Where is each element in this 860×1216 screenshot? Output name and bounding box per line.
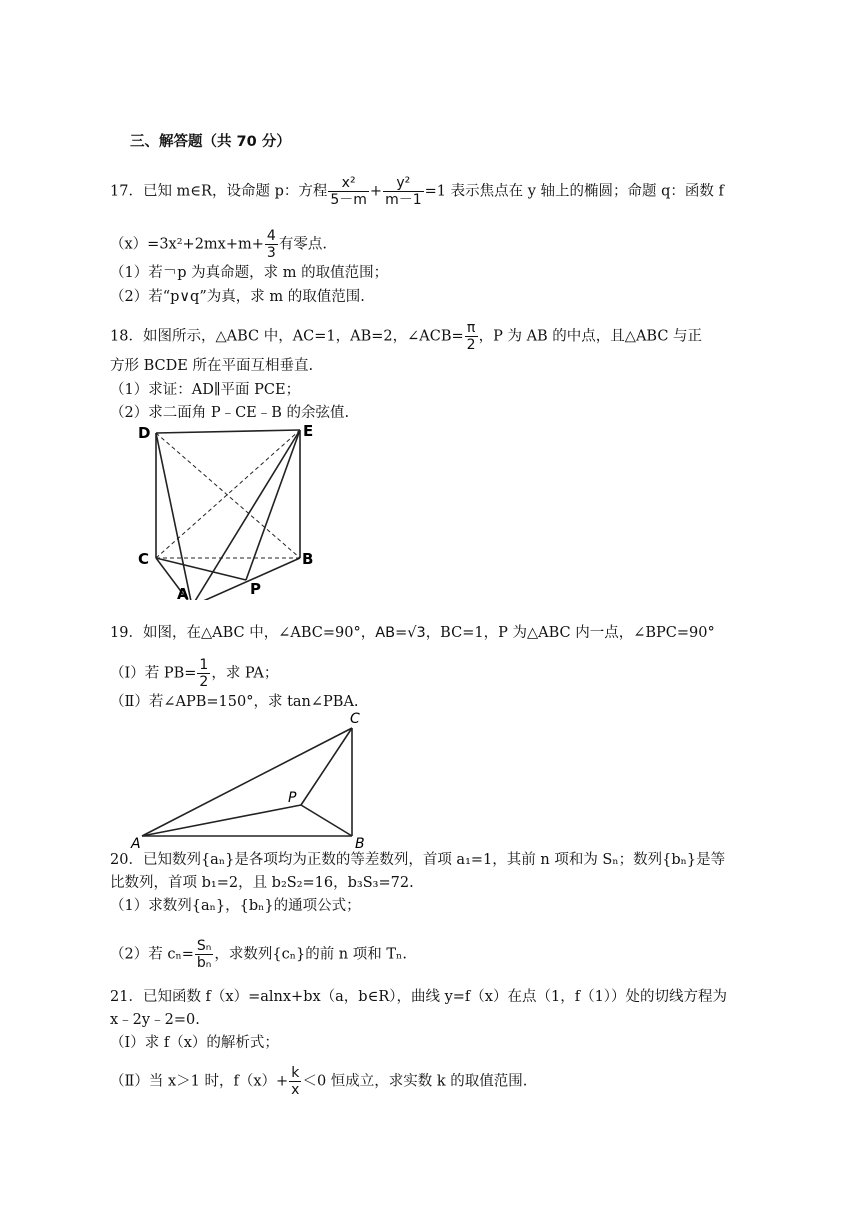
q17-sub1: （1）若￢p 为真命题，求 m 的取值范围； (110, 265, 389, 281)
q19-sub2: （Ⅱ）若∠APB=150°，求 tan∠PBA. (110, 694, 359, 710)
fig18-label-D: D (138, 424, 151, 442)
q18-frac-pi: $\frac{\pi}{2}$ (466, 320, 476, 353)
q21-s2-a: （Ⅱ）当 x＞1 时，f（x）+ (110, 1073, 289, 1090)
fig19-label-A: A (131, 836, 141, 850)
q19-text-b: ，BC=1，P 为△ABC 内一点，∠BPC=90° (425, 625, 715, 641)
q19-sub1 (110, 657, 278, 690)
q17-text-b: =1 表示焦点在 y 轴上的椭圆；命题 q：函数 f (424, 183, 724, 200)
fig18-label-P: P (250, 580, 261, 598)
q19-line1 (110, 623, 715, 643)
q17-fx: （x）=3x²+2mx+m+ (110, 236, 264, 253)
q17-line2 (110, 228, 327, 261)
q18-line1 (110, 320, 702, 353)
q17-frac-y: $\frac{\text{y²}}{m-1}$ (385, 175, 422, 208)
q20-sub2 (110, 938, 407, 971)
q20-s2-b: ，求数列{cₙ}的前 n 项和 Tₙ. (214, 946, 407, 963)
q20-line2: 比数列，首项 b₁=2，且 b₂S₂=16，b₃S₃=72. (110, 875, 414, 891)
q20-frac-cn: $\frac{\text{Sₙ}}{\text{bₙ}}$ (196, 938, 212, 971)
section-title: 三、解答题（共 70 分） (130, 134, 291, 150)
q21-frac-kx: $\frac{k}{x}$ (291, 1065, 300, 1098)
q20-sub1: （1）求数列{aₙ}，{bₙ}的通项公式； (110, 898, 361, 914)
q18-sub2: （2）求二面角 P﹣CE﹣B 的余弦值. (110, 405, 350, 421)
fig19-label-P: P (288, 790, 297, 806)
q20-s2-a: （2）若 cₙ= (110, 946, 194, 963)
q21-line2: x﹣2y﹣2=0. (110, 1012, 200, 1028)
q18-line2: 方形 BCDE 所在平面互相垂直. (110, 358, 314, 374)
q21-sub1: （Ⅰ）求 f（x）的解析式； (110, 1035, 279, 1051)
q19-s1-b: ，求 PA； (211, 665, 279, 682)
q17-text-a: 17．已知 m∈R，设命题 p：方程 (110, 183, 328, 200)
q17-plus: + (369, 183, 383, 200)
q19-text-a: 19．如图，在△ABC 中，∠ABC=90°， (110, 625, 376, 641)
q17-frac-43: $\frac{4}{3}$ (266, 228, 276, 261)
q19-ab: AB=√3 (375, 625, 426, 641)
q19-figure (128, 710, 378, 850)
q18-figure (130, 418, 330, 600)
q21-s2-b: ＜0 恒成立，求实数 k 的取值范围. (302, 1073, 528, 1090)
q19-frac-half: $\frac{1}{2}$ (199, 657, 209, 690)
fig19-label-B: B (355, 836, 365, 850)
q17-sub2: （2）若“p∨q”为真，求 m 的取值范围. (110, 289, 365, 305)
q21-line1: 21．已知函数 f（x）=alnx+bx（a，b∈R），曲线 y=f（x）在点（1，f（1））处的切线方程为 (110, 989, 728, 1005)
q18-text-a: 18．如图所示，△ABC 中，AC=1，AB=2，∠ACB= (110, 328, 464, 345)
fig18-label-C: C (138, 550, 150, 568)
q17-frac-x: $\frac{\text{x²}}{5-m}$ (330, 175, 367, 208)
fig19-label-C: C (350, 711, 360, 727)
fig18-label-A: A (177, 585, 189, 600)
fig18-label-B: B (302, 550, 314, 568)
q18-sub1: （1）求证：AD∥平面 PCE； (110, 382, 301, 398)
q20-line1: 20．已知数列{aₙ}是各项均为正数的等差数列，首项 a₁=1，其前 n 项和为 Sₙ；数列{bₙ}是等 (110, 852, 726, 868)
q17-line1 (110, 175, 724, 208)
fig18-label-E: E (303, 422, 314, 440)
q18-text-b: ，P 为 AB 的中点，且△ABC 与正 (478, 328, 703, 345)
q19-s1-a: （Ⅰ）若 PB= (110, 665, 197, 682)
q21-sub2 (110, 1065, 527, 1098)
q17-zero: 有零点. (278, 236, 327, 253)
